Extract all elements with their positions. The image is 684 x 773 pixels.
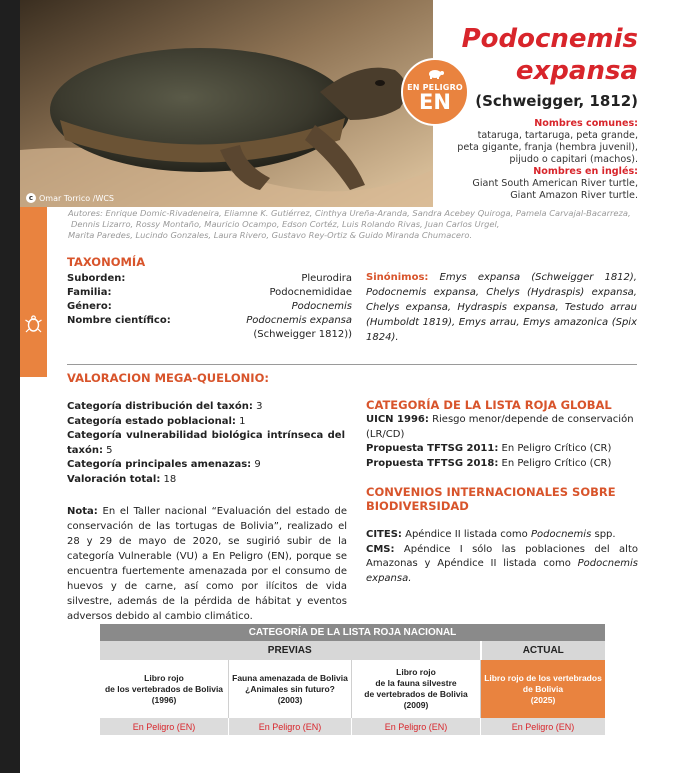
table-cell-source: Fauna amenazada de Bolivia ¿Animales sin futuro? (2003)	[229, 660, 352, 718]
common-name-line: peta gigante, franja (hembra juvenil),	[457, 142, 638, 153]
valoracion-list	[67, 400, 345, 488]
english-names-label: Nombres en inglés:	[533, 166, 638, 177]
note-text: En el Taller nacional “Evaluación del estado de conservación de las tortugas de Bolivia”, realizado el 28 y 29 de mayo de 2020, se sugirió subir de la categoría Vulnerable (VU) a En Peligro (EN), porque se encuentra fuertemente amenazada por el consumo de huevos y de carne, así como por ilícitos de vida silvestre, además de la pérdida de hábitat y eventos adversos debido al cambio climático.	[67, 506, 347, 622]
table-cell-status: En Peligro (EN)	[100, 718, 229, 735]
cites-item: CITES: Apéndice II listada como Podocnemis spp.	[366, 529, 616, 540]
previas-header: PREVIAS	[100, 641, 481, 660]
national-table-title: CATEGORÍA DE LA LISTA ROJA NACIONAL	[100, 624, 605, 641]
authors-line: Marita Paredes, Lucindo Gonzales, Laura Rivero, Gustavo Rey-Ortiz & Guido Miranda Chumacero.	[68, 230, 473, 240]
global-red-list	[366, 413, 638, 471]
valoracion-title: VALORACION MEGA-QUELONIO:	[67, 371, 269, 385]
copyright-icon: c	[26, 193, 36, 203]
table-cell-source: Libro rojo de la fauna silvestre de vertebrados de Bolivia (2009)	[352, 660, 481, 718]
photo-credit: c Omar Torrico /WCS	[26, 193, 114, 203]
common-name-line: pijudo o capitari (machos).	[509, 154, 638, 165]
taxonomy-value: Pleurodira	[301, 273, 352, 284]
common-name-line: tataruga, tartaruga, peta grande,	[477, 130, 638, 141]
taxonomy-label: Nombre científico:	[67, 315, 171, 326]
synonyms-label: Sinónimos:	[366, 272, 429, 283]
table-cell-source-actual: Libro rojo de los vertebrados de Bolivia (2025)	[481, 660, 606, 718]
taxonomy-row	[67, 314, 352, 342]
divider	[67, 364, 637, 365]
authors-line: Autores: Enrique Domic-Rivadeneira, Eliamne K. Gutiérrez, Cinthya Ureña-Aranda, Sandra Acebey Quiroga, Pamela Carvajal-Bacarreza,	[68, 208, 631, 218]
taxonomy-row	[67, 272, 352, 286]
global-red-list-item: Propuesta TFTSG 2011: En Peligro Crítico (CR)	[366, 443, 612, 455]
taxonomy-value: Podocnemididae	[269, 287, 352, 298]
taxonomy-label: Familia:	[67, 287, 112, 298]
note-label: Nota:	[67, 506, 98, 517]
turtle-illustration	[20, 0, 433, 207]
valoracion-item: Categoría principales amenazas: 9	[67, 459, 261, 471]
note	[67, 504, 347, 624]
taxonomy-label: Género:	[67, 301, 112, 312]
valoracion-item: Valoración total: 18	[67, 473, 177, 485]
badge-code: EN	[419, 90, 451, 114]
common-names	[408, 118, 638, 202]
english-name-line: Giant Amazon River turtle.	[510, 190, 638, 201]
valoracion-item: Categoría distribución del taxón: 3	[67, 401, 263, 412]
authors	[68, 208, 658, 241]
page	[20, 0, 684, 773]
common-names-label: Nombres comunes:	[534, 118, 638, 129]
actual-header: ACTUAL	[481, 641, 606, 660]
national-red-list-table	[100, 624, 605, 735]
taxonomy-table	[67, 272, 352, 342]
species-genus: Podocnemis	[461, 24, 638, 54]
global-red-list-item: UICN 1996: Riesgo menor/depende de conservación (LR/CD)	[366, 414, 634, 440]
turtle-icon	[427, 66, 445, 80]
global-red-list-item: Propuesta TFTSG 2018: En Peligro Crítico (CR)	[366, 457, 612, 469]
table-cell-status: En Peligro (EN)	[352, 718, 481, 735]
badge-label: EN PELIGRO	[407, 83, 463, 92]
taxonomy-title: TAXONOMÍA	[67, 255, 146, 269]
turtle-outline-icon	[24, 315, 43, 334]
taxonomy-row	[67, 286, 352, 300]
scientific-name: Podocnemis expansa (Schweigger 1812))	[246, 315, 352, 340]
conventions	[366, 528, 638, 586]
status-badge	[401, 58, 469, 126]
valoracion-item: Categoría vulnerabilidad biológica intrínseca del taxón: 5	[67, 430, 345, 456]
valoracion-item: Categoría estado poblacional: 1	[67, 415, 246, 427]
side-strip	[20, 207, 47, 377]
global-red-list-title: CATEGORÍA DE LA LISTA ROJA GLOBAL	[366, 398, 612, 412]
taxonomy-value: Podocnemis	[291, 301, 352, 312]
turtle-photo	[20, 0, 433, 207]
cms-item: CMS: Apéndice I sólo las poblaciones del alto Amazonas y Apéndice II listada como Podocnemis expansa.	[366, 543, 638, 584]
synonyms-text: Emys expansa (Schweigger 1812), Podocnemis expansa, Chelys (Hydraspis) expansa, Chelys expansa, Hydraspis expansa, Testudo arrau (Humboldt 1819), Emys arrau, Emys amazonica (Spix 1824).	[366, 272, 637, 343]
table-cell-status: En Peligro (EN)	[229, 718, 352, 735]
conventions-title: CONVENIOS INTERNACIONALES SOBRE BIODIVERSIDAD	[366, 485, 616, 513]
species-author: (Schweigger, 1812)	[475, 92, 638, 110]
species-epithet: expansa	[515, 56, 638, 86]
table-cell-source: Libro rojo de los vertebrados de Bolivia (1996)	[100, 660, 229, 718]
synonyms	[366, 270, 637, 345]
table-cell-status: En Peligro (EN)	[481, 718, 606, 735]
english-name-line: Giant South American River turtle,	[472, 178, 638, 189]
authors-line: Dennis Lizarro, Rossy Montaño, Mauricio Ocampo, Edson Cortéz, Luis Rolando Rivas, Juan Carlos Urgel,	[71, 219, 500, 229]
taxonomy-row	[67, 300, 352, 314]
taxonomy-label: Suborden:	[67, 273, 126, 284]
